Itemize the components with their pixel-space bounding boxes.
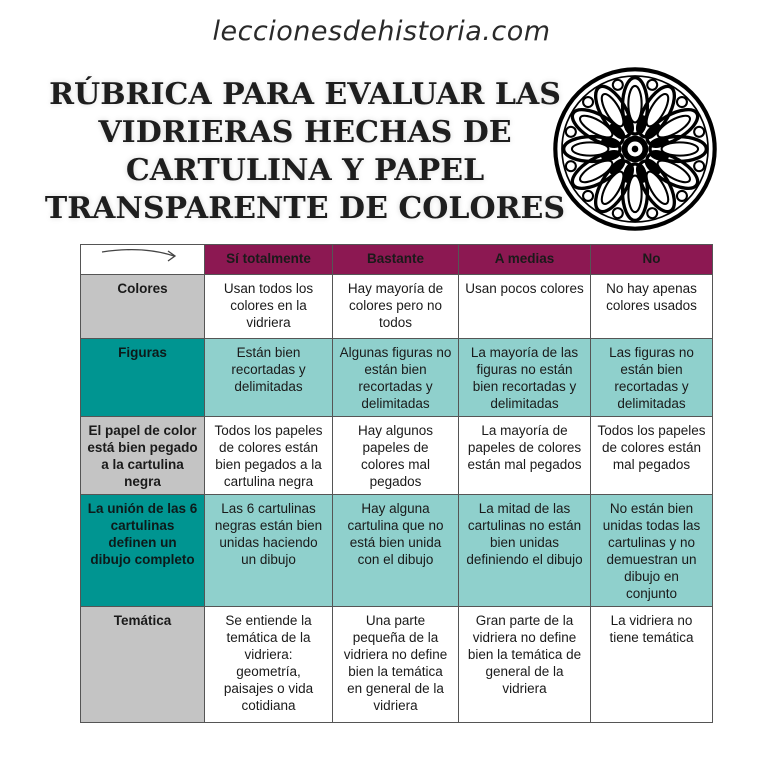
table-cell: No hay apenas colores usados [591, 275, 713, 339]
table-cell: Las figuras no están bien recortadas y delimitadas [591, 339, 713, 417]
table-cell: Hay mayoría de colores pero no todos [333, 275, 459, 339]
title-line: VIDRIERAS HECHAS DE [98, 115, 512, 150]
table-cell: Usan todos los colores en la vidriera [205, 275, 333, 339]
table-row [81, 607, 713, 723]
table-cell: No están bien unidas todas las cartulinas y no demuestran un dibujo en conjunto [591, 495, 713, 607]
row-header: Temática [81, 607, 205, 723]
table-cell: Algunas figuras no están bien recortadas y delimitadas [333, 339, 459, 417]
table-row [81, 417, 713, 495]
table-row [81, 339, 713, 417]
table-cell: Usan pocos colores [459, 275, 591, 339]
column-header: No [591, 245, 713, 275]
table-cell: La vidriera no tiene temática [591, 607, 713, 723]
table-cell: La mayoría de las figuras no están bien recortadas y delimitadas [459, 339, 591, 417]
title-line: CARTULINA Y PAPEL [125, 153, 485, 188]
site-watermark: leccionesdehistoria.com [212, 16, 551, 47]
table-cell: Hay algunos papeles de colores mal pegados [333, 417, 459, 495]
column-header: Sí totalmente [205, 245, 333, 275]
table-cell: Se entiende la temática de la vidriera: geometría, paisajes o vida cotidiana [205, 607, 333, 723]
column-header: Bastante [333, 245, 459, 275]
table-cell: La mayoría de papeles de colores están mal pegados [459, 417, 591, 495]
row-header: La unión de las 6 cartulinas definen un dibujo completo [81, 495, 205, 607]
table-cell: Las 6 cartulinas negras están bien unidas haciendo un dibujo [205, 495, 333, 607]
rose-window-icon [552, 66, 718, 232]
row-header: Figuras [81, 339, 205, 417]
table-cell: Una parte pequeña de la vidriera no define bien la temática en general de la vidriera [333, 607, 459, 723]
row-header: Colores [81, 275, 205, 339]
table-cell: Hay alguna cartulina que no está bien unida con el dibujo [333, 495, 459, 607]
table-cell: Están bien recortadas y delimitadas [205, 339, 333, 417]
table-cell: Todos los papeles de colores están bien pegados a la cartulina negra [205, 417, 333, 495]
table-row [81, 495, 713, 607]
rubric-table [80, 244, 713, 723]
corner-cell [81, 245, 205, 275]
header-row [81, 245, 713, 275]
table-cell: Gran parte de la vidriera no define bien la temática de general de la vidriera [459, 607, 591, 723]
column-header: A medias [459, 245, 591, 275]
page-title [40, 76, 570, 228]
row-header: El papel de color está bien pegado a la cartulina negra [81, 417, 205, 495]
table-row [81, 275, 713, 339]
title-line: TRANSPARENTE DE COLORES [44, 191, 566, 226]
title-line: RÚBRICA PARA EVALUAR LAS [49, 77, 561, 112]
table-cell: Todos los papeles de colores están mal pegados [591, 417, 713, 495]
table-cell: La mitad de las cartulinas no están bien unidas definiendo el dibujo [459, 495, 591, 607]
